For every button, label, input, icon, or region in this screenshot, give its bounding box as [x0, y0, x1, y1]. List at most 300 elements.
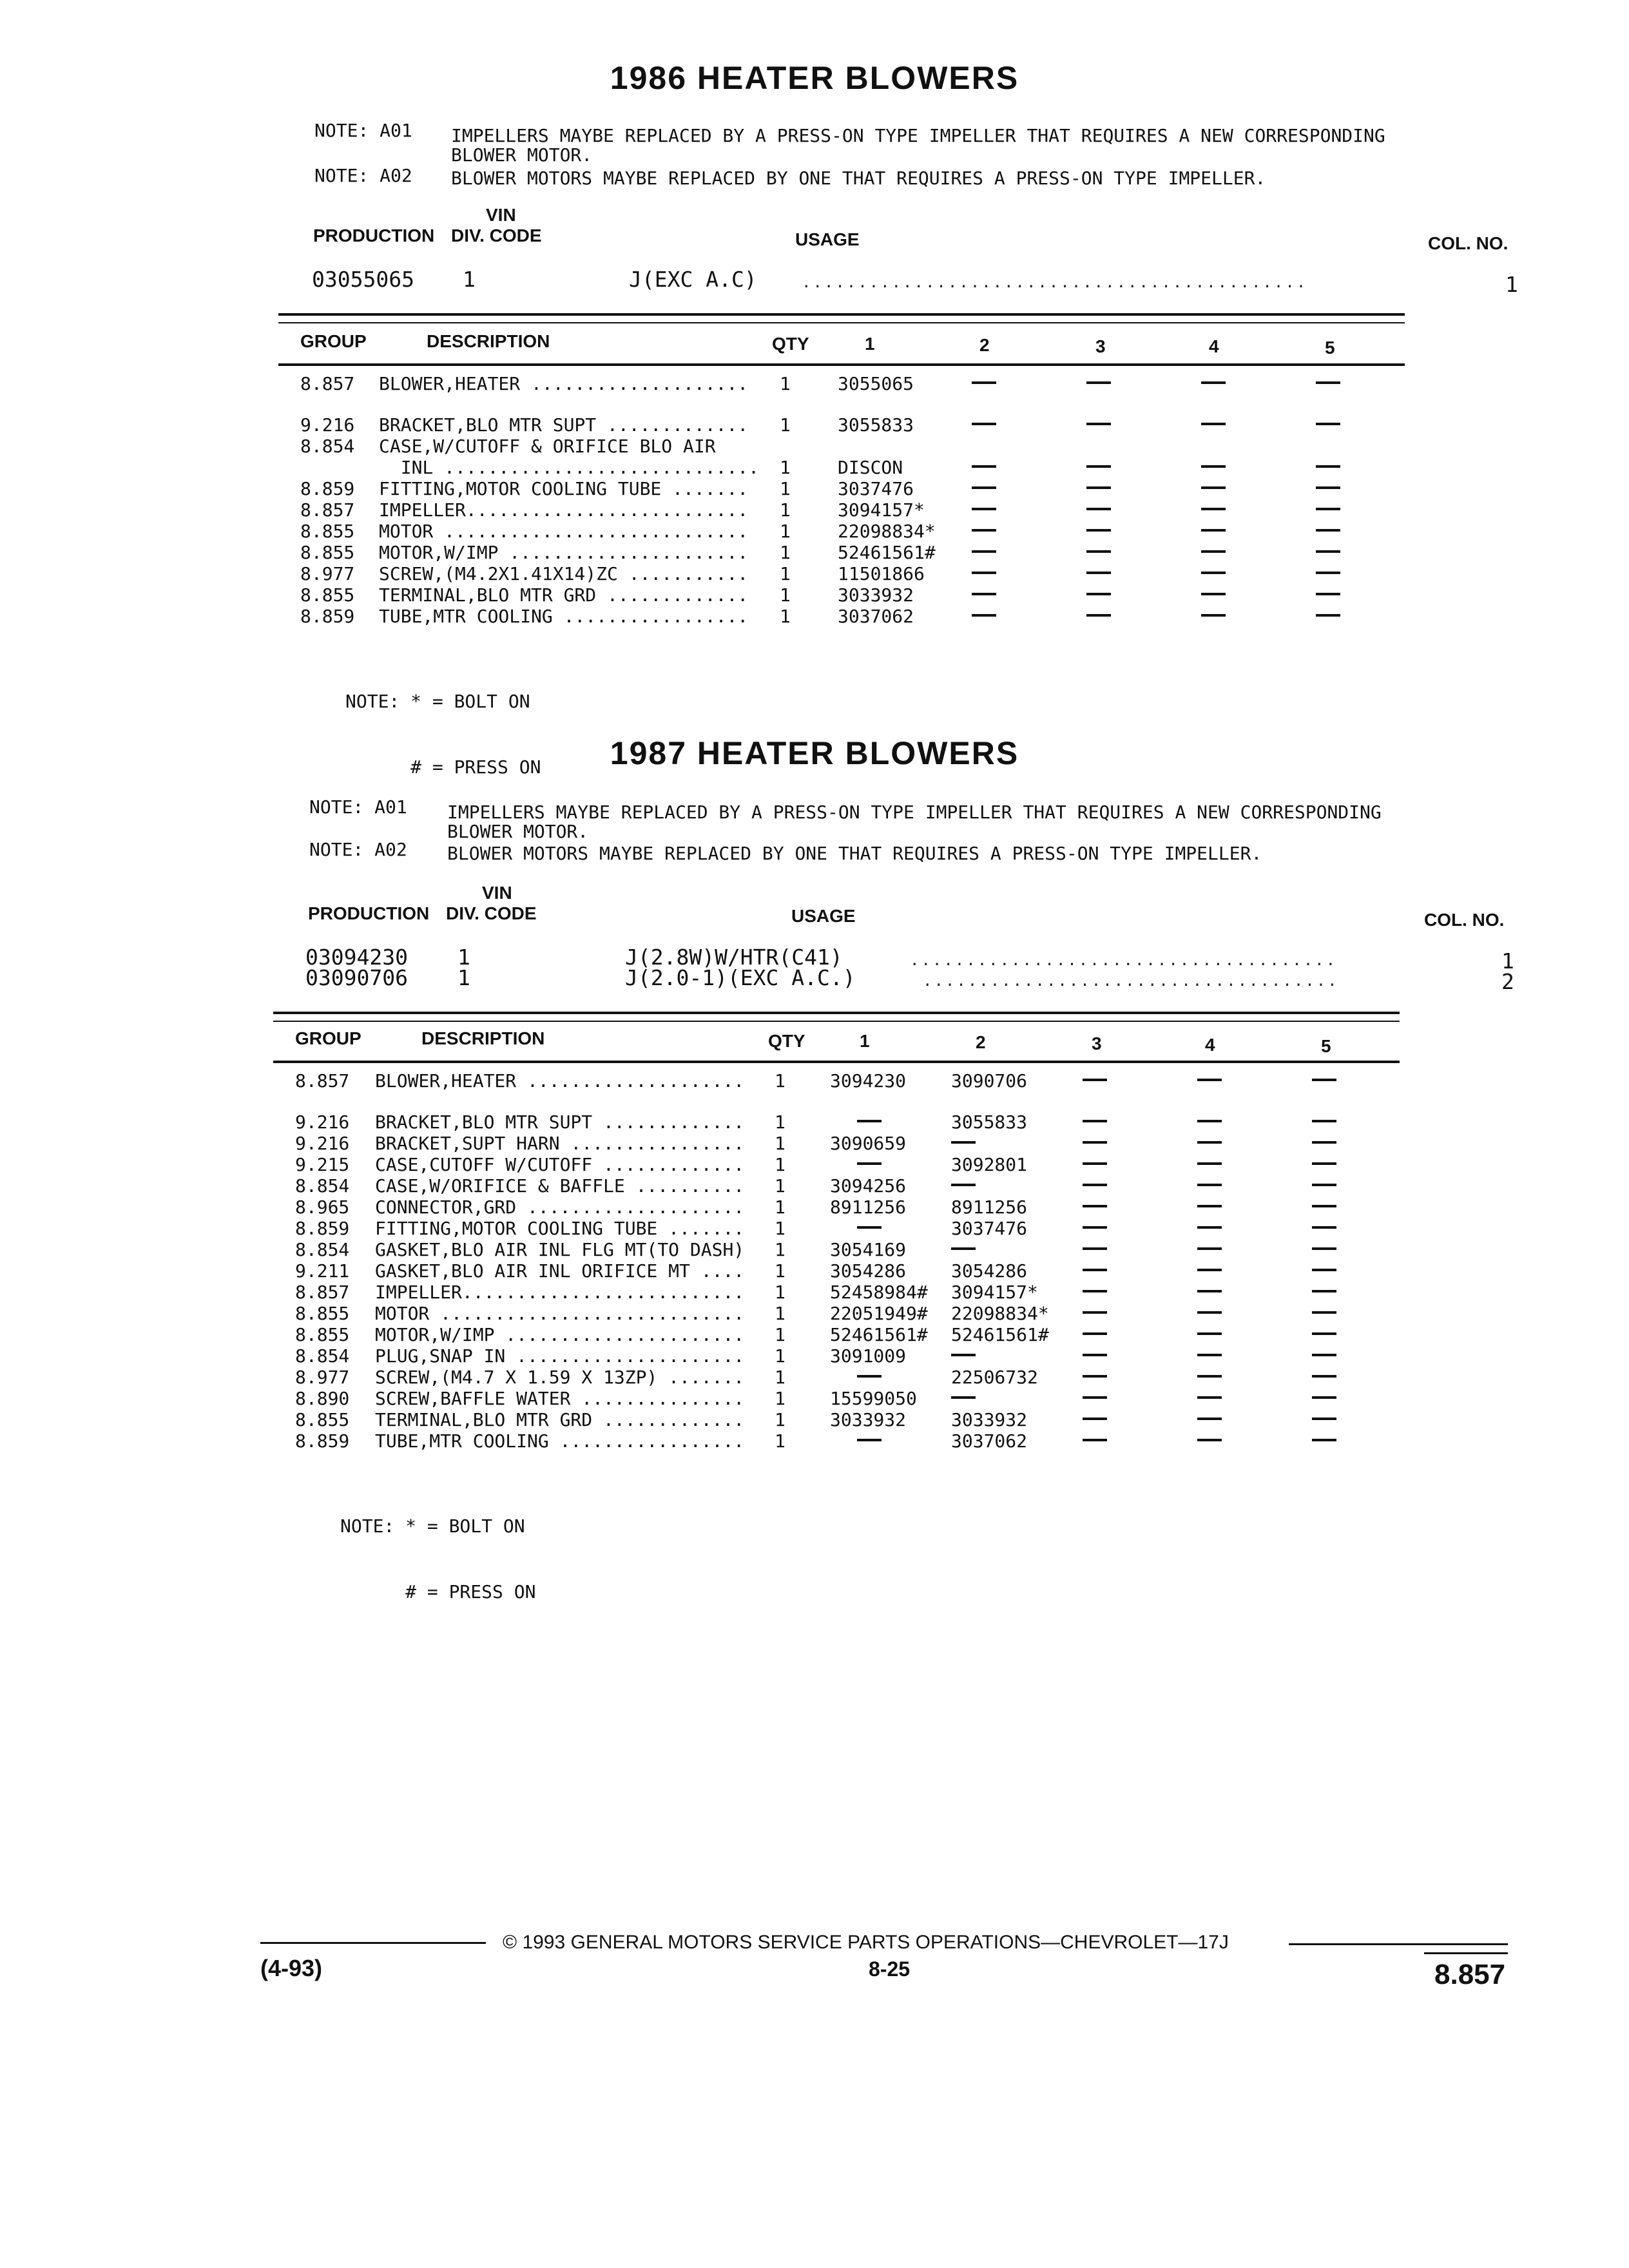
part-number: 3090659 — [830, 1133, 907, 1154]
production-number: 03055065 — [312, 267, 414, 292]
part-description: FITTING,MOTOR COOLING TUBE ....... — [375, 1218, 745, 1239]
not-applicable-dash — [1197, 1205, 1222, 1207]
usage-text: J(2.0-1)(EXC A.C.) — [625, 965, 856, 990]
not-applicable-dash — [1201, 381, 1226, 384]
not-applicable-dash — [1316, 529, 1340, 532]
group-code: 8.857 — [295, 1282, 350, 1303]
not-applicable-dash — [972, 423, 996, 425]
quantity: 1 — [775, 1303, 786, 1324]
not-applicable-dash — [1197, 1247, 1222, 1250]
note-a01-label: NOTE: A01 — [314, 120, 412, 141]
part-description: TERMINAL,BLO MTR GRD ............. — [375, 1409, 745, 1430]
quantity: 1 — [780, 521, 791, 542]
table-row — [0, 1197, 1629, 1218]
not-applicable-dash — [1197, 1439, 1222, 1441]
legend-bolt-on: NOTE: * = BOLT ON — [340, 1515, 525, 1537]
not-applicable-dash — [1312, 1120, 1336, 1122]
not-applicable-dash — [1083, 1290, 1107, 1293]
part-description: BLOWER,HEATER .................... — [379, 373, 749, 394]
not-applicable-dash — [1083, 1079, 1107, 1081]
not-applicable-dash — [1083, 1396, 1107, 1399]
table-row — [0, 1261, 1629, 1282]
quantity: 1 — [780, 542, 791, 563]
not-applicable-dash — [1086, 465, 1111, 468]
part-description: SCREW,BAFFLE WATER ............... — [375, 1388, 745, 1409]
div-code-header: DIV. CODE — [446, 903, 537, 923]
group-code: 8.854 — [295, 1345, 350, 1367]
part-number: 3033932 — [830, 1409, 907, 1430]
group-code: 8.857 — [295, 1070, 350, 1091]
not-applicable-dash — [1086, 614, 1111, 617]
table-row — [0, 374, 1629, 394]
part-number: 3033932 — [838, 584, 914, 606]
table-row — [0, 1303, 1629, 1324]
table-row — [0, 415, 1629, 436]
part-description: TERMINAL,BLO MTR GRD ............. — [379, 584, 749, 606]
col-4-header: 4 — [1209, 336, 1219, 356]
table-row — [0, 1155, 1629, 1175]
table-row — [0, 1367, 1629, 1388]
production-header: PRODUCTION — [308, 903, 430, 923]
part-description: MOTOR ............................ — [375, 1303, 745, 1324]
not-applicable-dash — [1312, 1354, 1336, 1356]
part-number: 8911256 — [951, 1196, 1028, 1218]
quantity: 1 — [775, 1367, 786, 1388]
part-number: 3094157* — [951, 1282, 1038, 1303]
part-description: INL ............................. — [379, 457, 760, 478]
group-code: 9.216 — [300, 414, 355, 436]
part-number: 3094230 — [830, 1070, 907, 1091]
not-applicable-dash — [1197, 1120, 1222, 1122]
not-applicable-dash — [1316, 486, 1340, 489]
quantity: 1 — [780, 457, 791, 478]
legend-bolt-on: NOTE: * = BOLT ON — [345, 691, 530, 712]
not-applicable-dash — [1316, 465, 1340, 468]
not-applicable-dash — [1083, 1141, 1107, 1144]
footer-rule-right — [1424, 1952, 1508, 1954]
note-a01-label: NOTE: A01 — [309, 796, 407, 818]
table-row — [0, 1431, 1629, 1452]
quantity: 1 — [780, 478, 791, 499]
usage-text: J(2.8W)W/HTR(C41) — [625, 945, 843, 970]
table-row — [0, 543, 1629, 563]
part-number: 22098834* — [951, 1303, 1049, 1324]
qty-header: QTY — [772, 334, 809, 354]
part-number: 3037476 — [951, 1218, 1028, 1239]
part-description: IMPELLER.......................... — [375, 1282, 745, 1303]
group-code: 8.857 — [300, 373, 355, 394]
divider — [273, 1021, 1400, 1022]
quantity: 1 — [775, 1196, 786, 1218]
div-code-header: DIV. CODE — [451, 226, 542, 245]
group-code: 8.854 — [300, 436, 355, 457]
part-description: TUBE,MTR COOLING ................. — [379, 606, 749, 627]
note-a01-text: IMPELLERS MAYBE REPLACED BY A PRESS-ON TYPE IMPELLER THAT REQUIRES A NEW CORRESPONDING BLOWER MOTOR. — [447, 802, 1382, 842]
part-description: GASKET,BLO AIR INL FLG MT(TO DASH) — [375, 1239, 745, 1260]
table-row — [0, 606, 1629, 627]
col-2-header: 2 — [979, 335, 990, 355]
part-description: TUBE,MTR COOLING ................. — [375, 1430, 745, 1452]
part-number: 3055833 — [838, 414, 914, 436]
section-title: 1986 HEATER BLOWERS — [610, 60, 1019, 96]
quantity: 1 — [775, 1239, 786, 1260]
part-description: BRACKET,BLO MTR SUPT ............. — [379, 414, 749, 436]
divider — [273, 1012, 1400, 1014]
not-applicable-dash — [1312, 1205, 1336, 1207]
part-number: 22506732 — [951, 1367, 1038, 1388]
not-applicable-dash — [1201, 465, 1226, 468]
part-number: 3054169 — [830, 1239, 907, 1260]
group-code: 8.854 — [295, 1175, 350, 1196]
section-title: 1987 HEATER BLOWERS — [610, 735, 1019, 771]
not-applicable-dash — [857, 1162, 882, 1165]
note-a02-label: NOTE: A02 — [309, 839, 407, 860]
not-applicable-dash — [1197, 1226, 1222, 1229]
group-header: GROUP — [295, 1028, 361, 1048]
col-4-header: 4 — [1205, 1035, 1215, 1055]
not-applicable-dash — [1083, 1162, 1107, 1165]
divider — [273, 1061, 1400, 1063]
quantity: 1 — [775, 1282, 786, 1303]
not-applicable-dash — [1083, 1375, 1107, 1378]
group-code: 9.216 — [295, 1133, 350, 1154]
not-applicable-dash — [1312, 1269, 1336, 1271]
group-code: 8.859 — [295, 1218, 350, 1239]
qty-header: QTY — [768, 1031, 805, 1051]
not-applicable-dash — [972, 550, 996, 553]
part-number: 3055833 — [951, 1111, 1028, 1133]
group-number: 8.857 — [1434, 1959, 1506, 1990]
quantity: 1 — [780, 606, 791, 627]
part-number: 3037476 — [838, 478, 914, 499]
part-number: 15599050 — [830, 1388, 917, 1409]
part-description: IMPELLER.......................... — [379, 499, 749, 521]
col-5-header: 5 — [1325, 338, 1335, 358]
not-applicable-dash — [1197, 1354, 1222, 1356]
not-applicable-dash — [951, 1141, 976, 1144]
div-code: 1 — [463, 267, 476, 292]
not-applicable-dash — [1083, 1205, 1107, 1207]
group-code: 8.855 — [300, 542, 355, 563]
not-applicable-dash — [1197, 1162, 1222, 1165]
table-row — [0, 1071, 1629, 1091]
not-applicable-dash — [1086, 508, 1111, 510]
not-applicable-dash — [972, 593, 996, 595]
div-code: 1 — [458, 945, 470, 970]
production-number: 03094230 — [305, 945, 408, 970]
table-row — [0, 521, 1629, 542]
not-applicable-dash — [1083, 1120, 1107, 1122]
group-code: 8.855 — [295, 1303, 350, 1324]
group-code: 8.855 — [300, 584, 355, 606]
not-applicable-dash — [1197, 1418, 1222, 1420]
not-applicable-dash — [1312, 1418, 1336, 1420]
note-a02-text: BLOWER MOTORS MAYBE REPLACED BY ONE THAT REQUIRES A PRESS-ON TYPE IMPELLER. — [447, 843, 1262, 864]
part-description: FITTING,MOTOR COOLING TUBE ....... — [379, 478, 749, 499]
not-applicable-dash — [1312, 1439, 1336, 1441]
not-applicable-dash — [1312, 1396, 1336, 1399]
col-2-header: 2 — [976, 1032, 986, 1052]
group-code: 8.965 — [295, 1196, 350, 1218]
not-applicable-dash — [1201, 529, 1226, 532]
not-applicable-dash — [1316, 508, 1340, 510]
part-number: 3054286 — [830, 1260, 907, 1282]
usage-header: USAGE — [791, 906, 856, 926]
not-applicable-dash — [972, 465, 996, 468]
table-row — [0, 1112, 1629, 1133]
table-row — [0, 1346, 1629, 1367]
group-code: 9.215 — [295, 1154, 350, 1175]
group-code: 9.216 — [295, 1111, 350, 1133]
leader-dots: ...................................... — [910, 951, 1338, 969]
not-applicable-dash — [1086, 423, 1111, 425]
col-number: 1 — [1505, 272, 1518, 297]
not-applicable-dash — [1316, 381, 1340, 384]
not-applicable-dash — [1316, 423, 1340, 425]
quantity: 1 — [775, 1133, 786, 1154]
part-number: 3037062 — [951, 1430, 1028, 1452]
part-number: 52461561# — [951, 1324, 1049, 1345]
note-a02-label: NOTE: A02 — [314, 165, 412, 186]
quantity: 1 — [780, 584, 791, 606]
table-row — [0, 1282, 1629, 1303]
not-applicable-dash — [1086, 381, 1111, 384]
table-row — [0, 479, 1629, 499]
not-applicable-dash — [972, 529, 996, 532]
part-number: 52461561# — [838, 542, 936, 563]
not-applicable-dash — [1083, 1439, 1107, 1441]
quantity: 1 — [775, 1260, 786, 1282]
part-number: 3094256 — [830, 1175, 907, 1196]
part-number: 3090706 — [951, 1070, 1028, 1091]
not-applicable-dash — [1086, 550, 1111, 553]
table-row — [0, 500, 1629, 521]
divider — [278, 363, 1405, 366]
not-applicable-dash — [1316, 550, 1340, 553]
not-applicable-dash — [1312, 1290, 1336, 1293]
quantity: 1 — [775, 1388, 786, 1409]
date-code: (4-93) — [260, 1955, 323, 1981]
not-applicable-dash — [972, 508, 996, 510]
not-applicable-dash — [1316, 614, 1340, 617]
production-header: PRODUCTION — [313, 226, 435, 245]
part-number: 8911256 — [830, 1196, 907, 1218]
not-applicable-dash — [1086, 572, 1111, 574]
not-applicable-dash — [1197, 1141, 1222, 1144]
divider — [278, 313, 1405, 316]
not-applicable-dash — [1312, 1247, 1336, 1250]
not-applicable-dash — [972, 572, 996, 574]
table-row — [0, 1218, 1629, 1239]
not-applicable-dash — [1197, 1079, 1222, 1081]
not-applicable-dash — [1086, 486, 1111, 489]
not-applicable-dash — [1083, 1226, 1107, 1229]
group-code: 8.855 — [295, 1324, 350, 1345]
table-row — [0, 1240, 1629, 1260]
vin-header: VIN — [486, 205, 516, 225]
quantity: 1 — [775, 1111, 786, 1133]
group-header: GROUP — [300, 331, 367, 351]
quantity: 1 — [780, 563, 791, 584]
div-code: 1 — [458, 965, 470, 990]
col-no-header: COL. NO. — [1424, 910, 1505, 930]
not-applicable-dash — [1083, 1247, 1107, 1250]
footer-rule-left — [260, 1942, 486, 1944]
not-applicable-dash — [857, 1120, 882, 1122]
not-applicable-dash — [857, 1439, 882, 1441]
production-number: 03090706 — [305, 965, 408, 990]
vin-header: VIN — [482, 883, 512, 903]
not-applicable-dash — [1201, 508, 1226, 510]
part-number: 22098834* — [838, 521, 936, 542]
not-applicable-dash — [1312, 1141, 1336, 1144]
not-applicable-dash — [951, 1354, 976, 1356]
part-description: SCREW,(M4.2X1.41X14)ZC ........... — [379, 563, 749, 584]
quantity: 1 — [780, 414, 791, 436]
quantity: 1 — [775, 1070, 786, 1091]
part-description: CONNECTOR,GRD .................... — [375, 1196, 745, 1218]
col-number: 1 — [1501, 948, 1514, 974]
not-applicable-dash — [857, 1226, 882, 1229]
not-applicable-dash — [1201, 423, 1226, 425]
not-applicable-dash — [1083, 1418, 1107, 1420]
not-applicable-dash — [1312, 1162, 1336, 1165]
part-number: 52458984# — [830, 1282, 928, 1303]
part-number: DISCON — [838, 457, 903, 478]
legend — [340, 1472, 535, 1647]
leader-dots: ..................................... — [923, 972, 1339, 990]
group-code: 8.854 — [295, 1239, 350, 1260]
not-applicable-dash — [1201, 550, 1226, 553]
not-applicable-dash — [972, 486, 996, 489]
quantity: 1 — [775, 1345, 786, 1367]
not-applicable-dash — [1197, 1290, 1222, 1293]
note-a02-text: BLOWER MOTORS MAYBE REPLACED BY ONE THAT REQUIRES A PRESS-ON TYPE IMPELLER. — [451, 168, 1266, 189]
group-code: 8.890 — [295, 1388, 350, 1409]
part-description: BLOWER,HEATER .................... — [375, 1070, 745, 1091]
footer-rule-right — [1289, 1943, 1508, 1945]
part-number: 3092801 — [951, 1154, 1028, 1175]
quantity: 1 — [775, 1218, 786, 1239]
group-code: 9.211 — [295, 1260, 350, 1282]
part-description: CASE,W/CUTOFF & ORIFICE BLO AIR — [379, 436, 716, 457]
part-description: BRACKET,SUPT HARN ................ — [375, 1133, 745, 1154]
divider — [278, 322, 1405, 323]
not-applicable-dash — [1316, 593, 1340, 595]
part-number: 3091009 — [830, 1345, 907, 1367]
not-applicable-dash — [951, 1247, 976, 1250]
not-applicable-dash — [1312, 1311, 1336, 1314]
description-header: DESCRIPTION — [421, 1028, 545, 1048]
not-applicable-dash — [1083, 1354, 1107, 1356]
group-code: 8.857 — [300, 499, 355, 521]
quantity: 1 — [775, 1409, 786, 1430]
quantity: 1 — [775, 1175, 786, 1196]
table-row — [0, 1133, 1629, 1154]
part-number: 52461561# — [830, 1324, 928, 1345]
part-number: 3054286 — [951, 1260, 1028, 1282]
part-description: MOTOR ............................ — [379, 521, 749, 542]
quantity: 1 — [775, 1154, 786, 1175]
usage-row — [0, 965, 1629, 994]
not-applicable-dash — [1197, 1396, 1222, 1399]
not-applicable-dash — [1312, 1184, 1336, 1186]
col-1-header: 1 — [865, 334, 875, 354]
copyright: © 1993 GENERAL MOTORS SERVICE PARTS OPERATIONS—CHEVROLET—17J — [503, 1932, 1229, 1953]
group-code: 8.859 — [300, 606, 355, 627]
table-row — [0, 585, 1629, 606]
table-row — [0, 1325, 1629, 1345]
not-applicable-dash — [1197, 1311, 1222, 1314]
col-number: 2 — [1501, 969, 1514, 994]
col-no-header: COL. NO. — [1428, 233, 1509, 253]
usage-row — [0, 267, 1629, 297]
usage-header: USAGE — [795, 229, 860, 249]
col-5-header: 5 — [1321, 1036, 1331, 1056]
group-code: 8.977 — [300, 563, 355, 584]
not-applicable-dash — [1197, 1184, 1222, 1186]
group-code: 8.859 — [300, 478, 355, 499]
quantity: 1 — [775, 1324, 786, 1345]
not-applicable-dash — [1201, 486, 1226, 489]
quantity: 1 — [780, 499, 791, 521]
part-number: 3033932 — [951, 1409, 1028, 1430]
not-applicable-dash — [1316, 572, 1340, 574]
leader-dots: ............................................. — [802, 273, 1308, 291]
not-applicable-dash — [951, 1396, 976, 1399]
not-applicable-dash — [1312, 1079, 1336, 1081]
not-applicable-dash — [1312, 1375, 1336, 1378]
table-row — [0, 1389, 1629, 1409]
part-number: 3037062 — [838, 606, 914, 627]
not-applicable-dash — [1083, 1311, 1107, 1314]
not-applicable-dash — [1312, 1332, 1336, 1335]
not-applicable-dash — [857, 1375, 882, 1378]
description-header: DESCRIPTION — [427, 331, 550, 351]
part-number: 22051949# — [830, 1303, 928, 1324]
part-number: 3094157* — [838, 499, 925, 521]
part-number: 11501866 — [838, 563, 925, 584]
not-applicable-dash — [1201, 614, 1226, 617]
col-3-header: 3 — [1092, 1033, 1102, 1053]
not-applicable-dash — [1086, 529, 1111, 532]
not-applicable-dash — [1201, 593, 1226, 595]
part-description: GASKET,BLO AIR INL ORIFICE MT .... — [375, 1260, 745, 1282]
not-applicable-dash — [1312, 1226, 1336, 1229]
part-description: BRACKET,BLO MTR SUPT ............. — [375, 1111, 745, 1133]
not-applicable-dash — [1197, 1375, 1222, 1378]
not-applicable-dash — [951, 1184, 976, 1186]
group-code: 8.977 — [295, 1367, 350, 1388]
not-applicable-dash — [1197, 1269, 1222, 1271]
table-row — [0, 436, 1629, 457]
part-description: MOTOR,W/IMP ...................... — [379, 542, 749, 563]
col-1-header: 1 — [860, 1031, 870, 1051]
not-applicable-dash — [1083, 1184, 1107, 1186]
quantity: 1 — [780, 373, 791, 394]
part-description: MOTOR,W/IMP ...................... — [375, 1324, 745, 1345]
not-applicable-dash — [1083, 1269, 1107, 1271]
table-row — [0, 457, 1629, 478]
table-row — [0, 1176, 1629, 1196]
col-3-header: 3 — [1095, 336, 1106, 356]
legend-press-on: # = PRESS ON — [340, 1581, 536, 1602]
not-applicable-dash — [972, 381, 996, 384]
not-applicable-dash — [1083, 1332, 1107, 1335]
not-applicable-dash — [972, 614, 996, 617]
not-applicable-dash — [1201, 572, 1226, 574]
quantity: 1 — [775, 1430, 786, 1452]
